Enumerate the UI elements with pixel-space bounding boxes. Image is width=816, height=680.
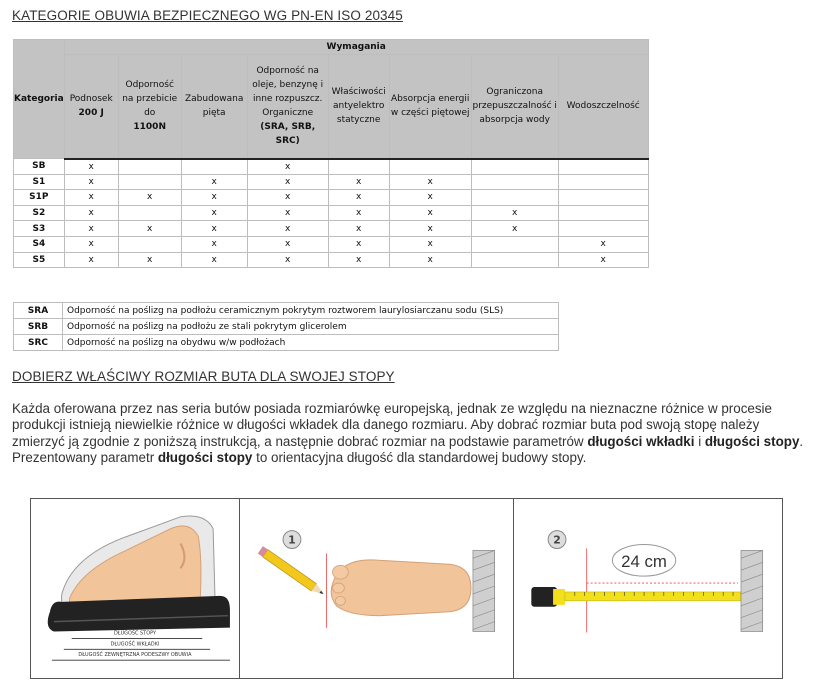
column-header-1: Podnosek 200 J	[64, 55, 118, 159]
requirement-cell: x	[328, 174, 389, 190]
requirement-cell	[471, 174, 558, 190]
requirements-table	[13, 39, 649, 268]
requirement-cell: x	[247, 159, 328, 175]
requirement-cell: x	[247, 252, 328, 268]
category-cell: S3	[14, 221, 65, 237]
requirement-cell: x	[118, 252, 181, 268]
dim-label-foot: DŁUGOŚĆ STOPY	[114, 630, 156, 637]
requirement-cell: x	[471, 205, 558, 221]
table-row	[14, 159, 649, 175]
size-guide-paragraph: Każda oferowana przez nas seria butów posiada rozmiarówkę europejską, jednak ze względu na nieznaczne różnice w procesie produkcji istnieją niewielkie różnice w długości wkładek dla danego rozmiaru. Aby dobrać rozmiar buta pod swoją stopę należy zmierzyć ją zgodnie z poniższą instrukcją, a następnie dobrać rozmiar na podstawie parametrów długości wkładki i długości stopy. Prezentowany parametr długości stopy to orientacyjna długość dla standardowej budowy stopy.	[12, 401, 804, 466]
requirement-cell	[471, 252, 558, 268]
column-header-2: Odporność na przebicie do 1100N	[118, 55, 181, 159]
legend-row	[14, 319, 559, 335]
category-cell: S5	[14, 252, 65, 268]
requirement-cell	[471, 159, 558, 175]
foot-marking-step	[240, 499, 514, 678]
requirement-cell: x	[389, 252, 471, 268]
measurement-illustration	[30, 498, 783, 679]
category-cell: S2	[14, 205, 65, 221]
requirement-cell: x	[64, 236, 118, 252]
requirement-cell: x	[247, 174, 328, 190]
requirement-cell	[118, 236, 181, 252]
measurement-value: 24 cm	[621, 552, 667, 572]
requirement-cell: x	[328, 190, 389, 206]
requirement-cell: x	[247, 190, 328, 206]
requirement-cell	[558, 205, 648, 221]
requirement-cell: x	[64, 159, 118, 175]
requirement-cell	[558, 221, 648, 237]
requirement-cell: x	[64, 174, 118, 190]
legend-description: Odporność na poślizg na obydwu w/w podłożach	[63, 335, 559, 351]
column-header-8: Wodoszczelność	[558, 55, 648, 159]
requirement-cell: x	[328, 205, 389, 221]
requirement-cell	[118, 174, 181, 190]
requirement-cell	[558, 159, 648, 175]
tape-measure-step	[514, 499, 784, 678]
dim-label-sole: DŁUGOŚĆ ZEWNĘTRZNA PODESZWY OBUWIA	[78, 652, 192, 659]
requirement-cell: x	[389, 236, 471, 252]
heading-size-guide: DOBIERZ WŁAŚCIWY ROZMIAR BUTA DLA SWOJEJ STOPY	[12, 369, 395, 384]
category-cell: S1	[14, 174, 65, 190]
requirement-cell: x	[64, 205, 118, 221]
legend-code: SRA	[14, 303, 63, 319]
requirement-cell	[471, 236, 558, 252]
shoe-cross-section	[31, 499, 239, 678]
requirement-cell	[558, 174, 648, 190]
category-cell: SB	[14, 159, 65, 175]
category-cell: S4	[14, 236, 65, 252]
requirement-cell: x	[247, 205, 328, 221]
table-row	[14, 205, 649, 221]
legend-description: Odporność na poślizg na podłożu ze stali pokrytym glicerolem	[63, 319, 559, 335]
wall-shape	[473, 550, 495, 631]
legend-row	[14, 335, 559, 351]
legend-description: Odporność na poślizg na podłożu ceramicznym pokrytym roztworem laurylosiarczanu sodu (SLS)	[63, 303, 559, 319]
column-header-5: Właściwości antyelektro statyczne	[328, 55, 389, 159]
requirement-cell: x	[558, 236, 648, 252]
requirement-cell: x	[389, 205, 471, 221]
foot-sole-shape	[331, 560, 471, 616]
step-2-number: 2	[553, 533, 561, 547]
column-header-3: Zabudowana pięta	[181, 55, 247, 159]
requirement-cell: x	[181, 252, 247, 268]
requirement-cell: x	[64, 221, 118, 237]
requirement-cell: x	[471, 221, 558, 237]
requirement-cell: x	[389, 221, 471, 237]
requirement-cell: x	[328, 252, 389, 268]
slip-resistance-legend	[13, 302, 559, 351]
tape-strip	[565, 592, 741, 601]
requirements-group-header: Wymagania	[64, 40, 648, 55]
requirement-cell	[118, 205, 181, 221]
dim-label-insole: DŁUGOŚĆ WKŁADKI	[110, 641, 160, 648]
requirement-cell: x	[181, 174, 247, 190]
column-header-4: Odporność na oleje, benzynę i inne rozpuszcz. Organiczne (SRA, SRB, SRC)	[247, 55, 328, 159]
requirement-cell	[118, 159, 181, 175]
requirement-cell: x	[181, 221, 247, 237]
category-header: Kategoria	[14, 40, 65, 159]
column-header-6: Absorpcja energii w części piętowej	[389, 55, 471, 159]
table-row	[14, 236, 649, 252]
requirement-cell: x	[181, 205, 247, 221]
legend-row	[14, 303, 559, 319]
requirement-cell: x	[181, 236, 247, 252]
requirement-cell: x	[389, 174, 471, 190]
category-cell: S1P	[14, 190, 65, 206]
table-row	[14, 174, 649, 190]
requirement-cell	[328, 159, 389, 175]
legend-code: SRB	[14, 319, 63, 335]
requirement-cell: x	[328, 221, 389, 237]
pencil-icon	[258, 546, 326, 598]
requirement-cell: x	[181, 190, 247, 206]
requirement-cell: x	[118, 190, 181, 206]
requirement-cell: x	[558, 252, 648, 268]
table-row	[14, 190, 649, 206]
requirement-cell: x	[328, 236, 389, 252]
requirement-cell	[471, 190, 558, 206]
requirement-cell: x	[64, 252, 118, 268]
column-header-7: Ograniczona przepuszczalność i absorpcja wody	[471, 55, 558, 159]
requirement-cell: x	[389, 190, 471, 206]
requirement-cell: x	[247, 236, 328, 252]
table-row	[14, 252, 649, 268]
step-1-number: 1	[288, 533, 296, 547]
table-row	[14, 221, 649, 237]
requirement-cell	[558, 190, 648, 206]
wall-shape-2	[741, 550, 763, 631]
requirement-cell	[181, 159, 247, 175]
legend-code: SRC	[14, 335, 63, 351]
requirement-cell	[389, 159, 471, 175]
requirement-cell: x	[247, 221, 328, 237]
requirement-cell: x	[118, 221, 181, 237]
heading-safety-categories: KATEGORIE OBUWIA BEZPIECZNEGO WG PN-EN ISO 20345	[12, 8, 403, 23]
requirement-cell: x	[64, 190, 118, 206]
